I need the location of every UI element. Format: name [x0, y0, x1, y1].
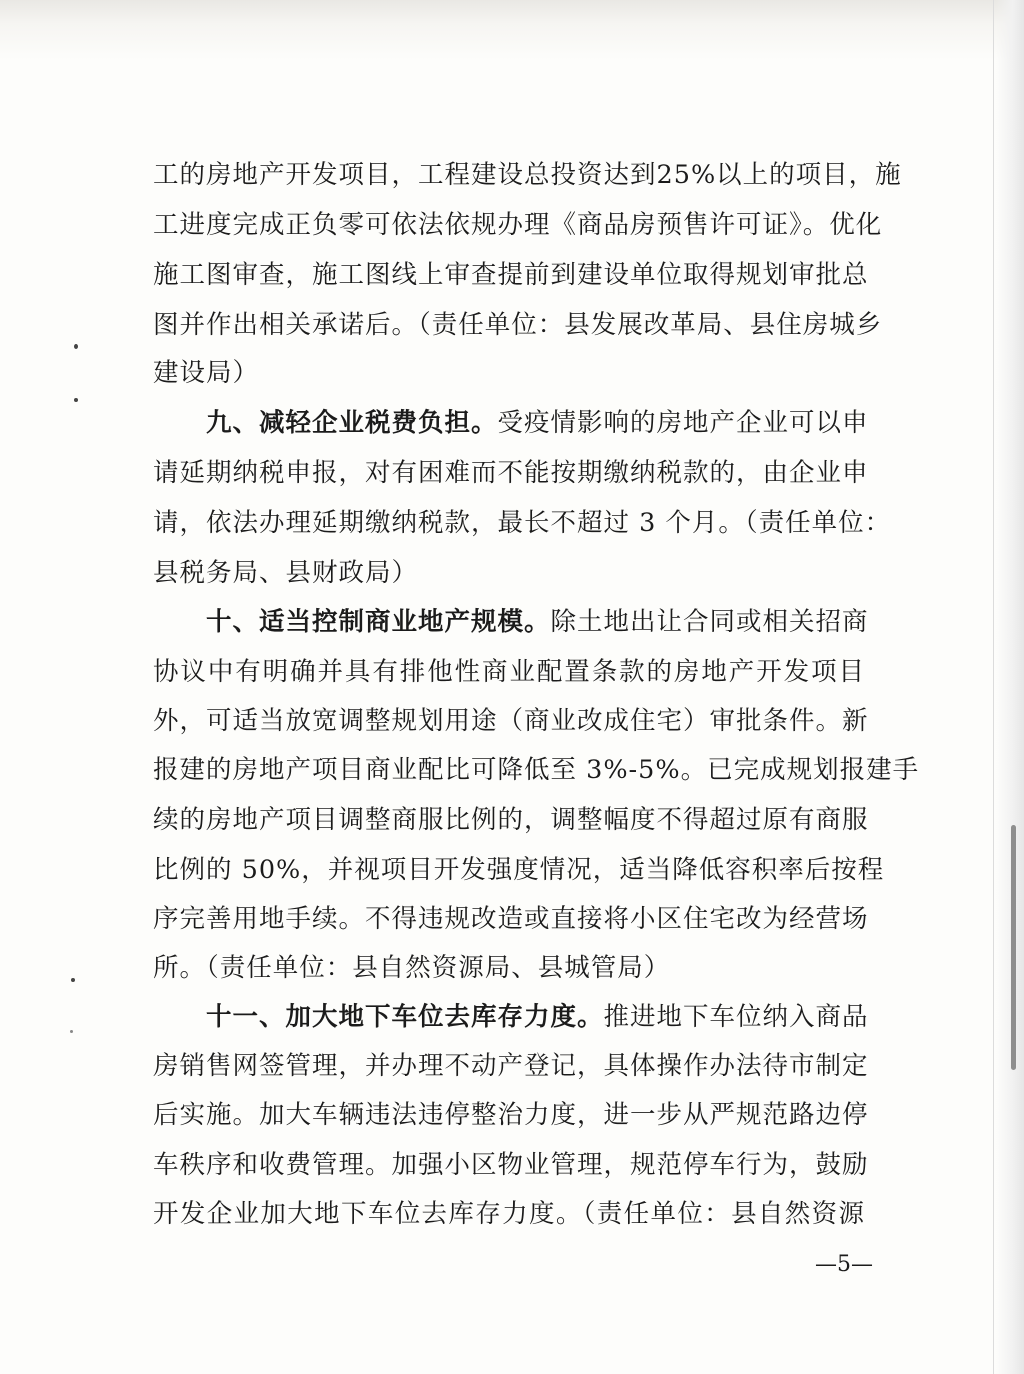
- text-line: 所。（责任单位：县自然资源局、县城管局）: [153, 953, 671, 983]
- page-number: —5—: [815, 1252, 873, 1277]
- section-10-heading: 十、适当控制商业地产规模。: [206, 607, 551, 637]
- text-line: 工进度完成正负零可依法依规办理《商品房预售许可证》。优化: [153, 210, 883, 240]
- text-line: 比例的 50%，并视项目开发强度情况，适当降低容积率后按程: [153, 855, 885, 885]
- section-11-heading: 十一、加大地下车位去库存力度。: [206, 1002, 604, 1032]
- text-line: 县税务局、县财政局）: [153, 558, 419, 588]
- text-line: 工的房地产开发项目，工程建设总投资达到25%以上的项目，施: [153, 160, 902, 190]
- text-line: 建设局）: [153, 358, 260, 388]
- text-line: 报建的房地产项目商业配比可降低至 3%-5%。已完成规划报建手: [153, 755, 920, 785]
- section-9-text: 受疫情影响的房地产企业可以申: [497, 408, 869, 438]
- scrollbar-thumb[interactable]: [1011, 825, 1016, 1070]
- text-line: 车秩序和收费管理。加强小区物业管理，规范停车行为，鼓励: [153, 1150, 869, 1180]
- section-10-first-line: [206, 602, 869, 642]
- text-line: 房销售网签管理，并办理不动产登记，具体操作办法待市制定: [153, 1051, 869, 1081]
- text-line: 续的房地产项目调整商服比例的，调整幅度不得超过原有商服: [153, 805, 869, 835]
- section-9-heading: 九、减轻企业税费负担。: [206, 408, 498, 438]
- text-line: 请延期纳税申报，对有困难而不能按期缴纳税款的，由企业申: [153, 458, 869, 488]
- text-line: 图并作出相关承诺后。（责任单位：县发展改革局、县住房城乡: [153, 310, 883, 340]
- text-line: 外，可适当放宽调整规划用途（商业改成住宅）审批条件。新: [153, 706, 869, 736]
- section-11-first-line: [206, 997, 869, 1037]
- text-line: 后实施。加大车辆违法违停整治力度，进一步从严规范路边停: [153, 1100, 869, 1130]
- text-line: 协议中有明确并具有排他性商业配置条款的房地产开发项目: [153, 657, 865, 687]
- section-9-first-line: [206, 403, 869, 443]
- section-10-text: 除土地出让合同或相关招商: [550, 607, 869, 637]
- text-line: 序完善用地手续。不得违规改造或直接将小区住宅改为经营场: [153, 904, 869, 934]
- text-line: 请，依法办理延期缴纳税款，最长不超过 3 个月。（责任单位：: [153, 508, 892, 538]
- text-line: 开发企业加大地下车位去库存力度。（责任单位：县自然资源: [153, 1199, 865, 1229]
- text-line: 施工图审查，施工图线上审查提前到建设单位取得规划审批总: [153, 260, 869, 290]
- section-11-text: 推进地下车位纳入商品: [603, 1002, 869, 1032]
